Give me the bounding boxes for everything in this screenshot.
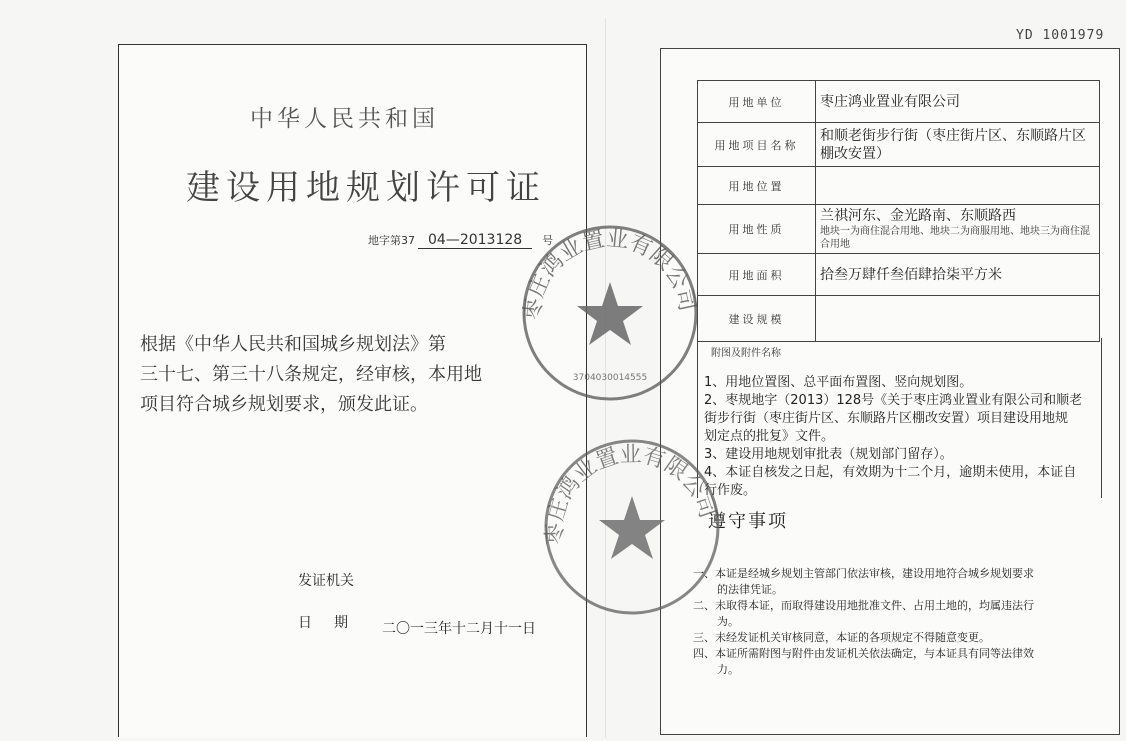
row-value: 兰祺河东、金光路南、东顺路西 地块一为商住混合用地、地块二为商服用地、地块三为商住混合用地 <box>816 205 1100 254</box>
issue-date: 二〇一三年十二月十一日 <box>382 621 536 637</box>
document-serial-number: YD 1001979 <box>1016 28 1105 43</box>
table-row <box>698 254 1100 296</box>
notices-list <box>693 566 1098 678</box>
body-line: 根据《中华人民共和国城乡规划法》第 <box>140 334 446 355</box>
row-label: 用地性质 <box>698 205 816 254</box>
attachments-title: 附图及附件名称 <box>711 348 781 359</box>
seal-text: 枣庄鸿业置业有限公司 <box>542 442 720 546</box>
country-heading: 中华人民共和国 <box>250 106 439 132</box>
company-seal-stamp <box>515 218 705 408</box>
row-value: 拾叁万肆仟叁佰肆拾柒平方米 <box>816 254 1100 296</box>
row-value: 枣庄鸿业置业有限公司 <box>816 81 1100 123</box>
list-item: 1、用地位置图、总平面布置图、竖向规划图。 <box>704 375 973 390</box>
land-info-table <box>697 80 1100 342</box>
code-suffix: 号 <box>542 234 554 247</box>
table-row <box>698 296 1100 342</box>
attachments-list <box>704 374 1112 500</box>
star-icon <box>599 496 665 559</box>
row-label: 用地单位 <box>698 81 816 123</box>
table-row <box>698 167 1100 205</box>
list-item: 四、本证所需附图与附件由发证机关依法确定，与本证具有同等法律效 <box>693 647 1034 660</box>
list-item: 行作废。 <box>704 483 757 498</box>
list-item: 3、建设用地规划审批表（规划部门留存）。 <box>704 447 953 462</box>
star-icon <box>577 282 643 345</box>
table-row <box>698 123 1100 167</box>
list-item: 4、本证自核发之日起，有效期为十二个月，逾期未使用，本证自 <box>704 465 1077 480</box>
body-line: 项目符合城乡规划要求，颁发此证。 <box>140 394 428 415</box>
row-label: 用地面积 <box>698 254 816 296</box>
code-number: 04—2013128 <box>418 232 532 249</box>
body-line: 三十七、第三十八条规定，经审核，本用地 <box>140 364 482 385</box>
row-value: 和顺老街步行街（枣庄街片区、东顺路片区棚改安置） <box>816 123 1100 167</box>
seal-number: 3704030014555 <box>572 373 648 383</box>
row-value <box>816 167 1100 205</box>
code-prefix: 地字第37 <box>368 234 415 247</box>
row-label: 用地位置 <box>698 167 816 205</box>
date-label: 日期 <box>298 615 370 631</box>
list-item: 一、本证是经城乡规划主管部门依法审核，建设用地符合城乡规划要求 <box>693 567 1034 580</box>
row-value <box>816 296 1100 342</box>
certificate-body-text <box>140 330 560 420</box>
list-item: 划定点的批复》文件。 <box>704 429 835 444</box>
seal-text: 枣庄鸿业置业有限公司 <box>520 226 700 322</box>
notices-title: 遵守事项 <box>708 511 788 532</box>
row-label: 用地项目名称 <box>698 123 816 167</box>
table-row <box>698 81 1100 123</box>
table-row <box>698 205 1100 254</box>
issuer-label: 发证机关 <box>298 573 354 589</box>
certificate-title: 建设用地规划许可证 <box>186 168 546 208</box>
row-label: 建设规模 <box>698 296 816 342</box>
list-item: 2、枣规地字（2013）128号《关于枣庄鸿业置业有限公司和顺老 <box>704 393 1083 408</box>
list-item: 力。 <box>717 663 739 676</box>
list-item: 街步行街（枣庄街片区、东顺路片区棚改安置）项目建设用地规 <box>704 411 1069 426</box>
list-item: 为。 <box>717 615 739 628</box>
company-seal-stamp <box>537 432 727 622</box>
list-item: 的法律凭证。 <box>717 583 783 596</box>
list-item: 三、未经发证机关审核同意，本证的各项规定不得随意变更。 <box>693 631 990 644</box>
list-item: 二、未取得本证，而取得建设用地批准文件、占用土地的，均属违法行 <box>693 599 1034 612</box>
